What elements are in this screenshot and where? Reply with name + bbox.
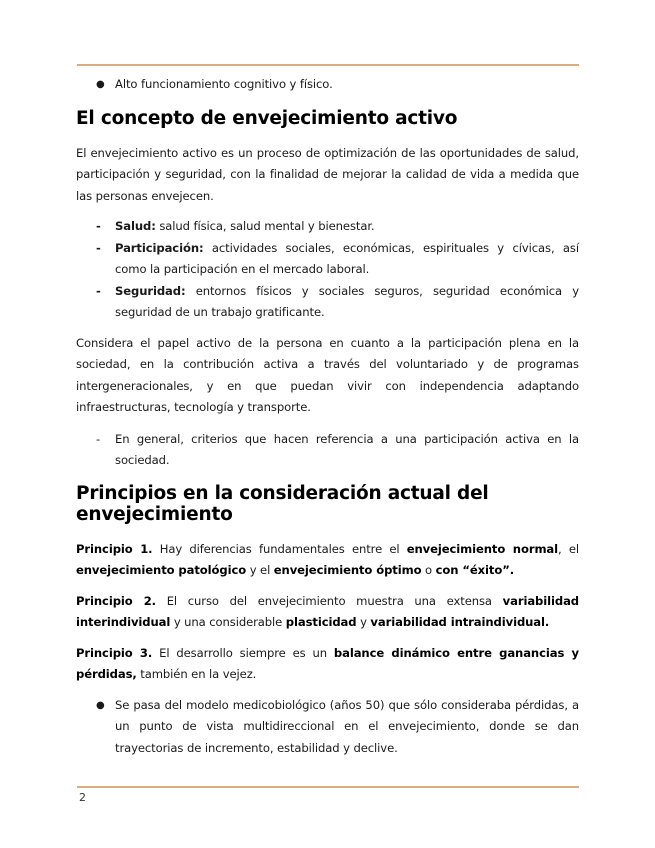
list-item: ● Alto funcionamiento cognitivo y físico. bbox=[76, 74, 579, 96]
list-item: ● Se pasa del modelo medicobiológico (años 50) que sólo consideraba pérdidas, a un punto de vista multidireccional en el envejecimiento, donde se dan trayectorias de incremento, estabilidad y declive. bbox=[76, 695, 579, 760]
list-item: - Salud: salud física, salud mental y bienestar. bbox=[76, 216, 579, 238]
intro-paragraph: El envejecimiento activo es un proceso de optimización de las oportunidades de salud, participación y seguridad, con la finalidad de mejorar la calidad de vida a medida que las personas envejecen. bbox=[76, 145, 579, 203]
principle-1: Principio 1. Hay diferencias fundamentales entre el envejecimiento normal, el envejecimiento patológico y el envejecimiento óptimo o con “éxito”. bbox=[76, 541, 579, 577]
list-item: - Participación: actividades sociales, económicas, espirituales y cívicas, así como la participación en el mercado laboral. bbox=[76, 238, 579, 281]
dash-icon: - bbox=[96, 283, 101, 298]
dash-icon: - bbox=[96, 240, 101, 255]
page-content bbox=[76, 72, 579, 759]
bullet-dot-icon: ● bbox=[96, 699, 105, 711]
page-number: 2 bbox=[79, 791, 86, 804]
section-heading: El concepto de envejecimiento activo bbox=[76, 107, 458, 129]
section-heading: Principios en la consideración actual del envejecimiento bbox=[76, 482, 489, 525]
dash-icon: - bbox=[96, 431, 101, 446]
principle-2: Principio 2. El curso del envejecimiento muestra una extensa variabilidad interindividual y una considerable plasticidad y variabilidad intraindividual. bbox=[76, 593, 579, 629]
list-item: - En general, criterios que hacen referencia a una participación activa en la sociedad. bbox=[76, 429, 579, 472]
model-list bbox=[76, 695, 579, 760]
active-role-paragraph: Considera el papel activo de la persona en cuanto a la participación plena en la sociedad, en la contribución activa a través del voluntariado y de programas intergeneracionales, y en que puedan vivir con independencia adaptando infraestructuras, tecnología y transporte. bbox=[76, 335, 579, 414]
footer-rule bbox=[77, 786, 579, 788]
top-bullet-list bbox=[76, 74, 579, 96]
principle-3: Principio 3. El desarrollo siempre es un balance dinámico entre ganancias y pérdidas, también en la vejez. bbox=[76, 645, 579, 681]
list-item: - Seguridad: entornos físicos y sociales seguros, seguridad económica y seguridad de un trabajo gratificante. bbox=[76, 281, 579, 324]
bullet-dot-icon: ● bbox=[96, 79, 105, 90]
note-list bbox=[76, 429, 579, 472]
dimensions-list bbox=[76, 216, 579, 324]
header-rule bbox=[77, 64, 579, 66]
dash-icon: - bbox=[96, 219, 101, 233]
